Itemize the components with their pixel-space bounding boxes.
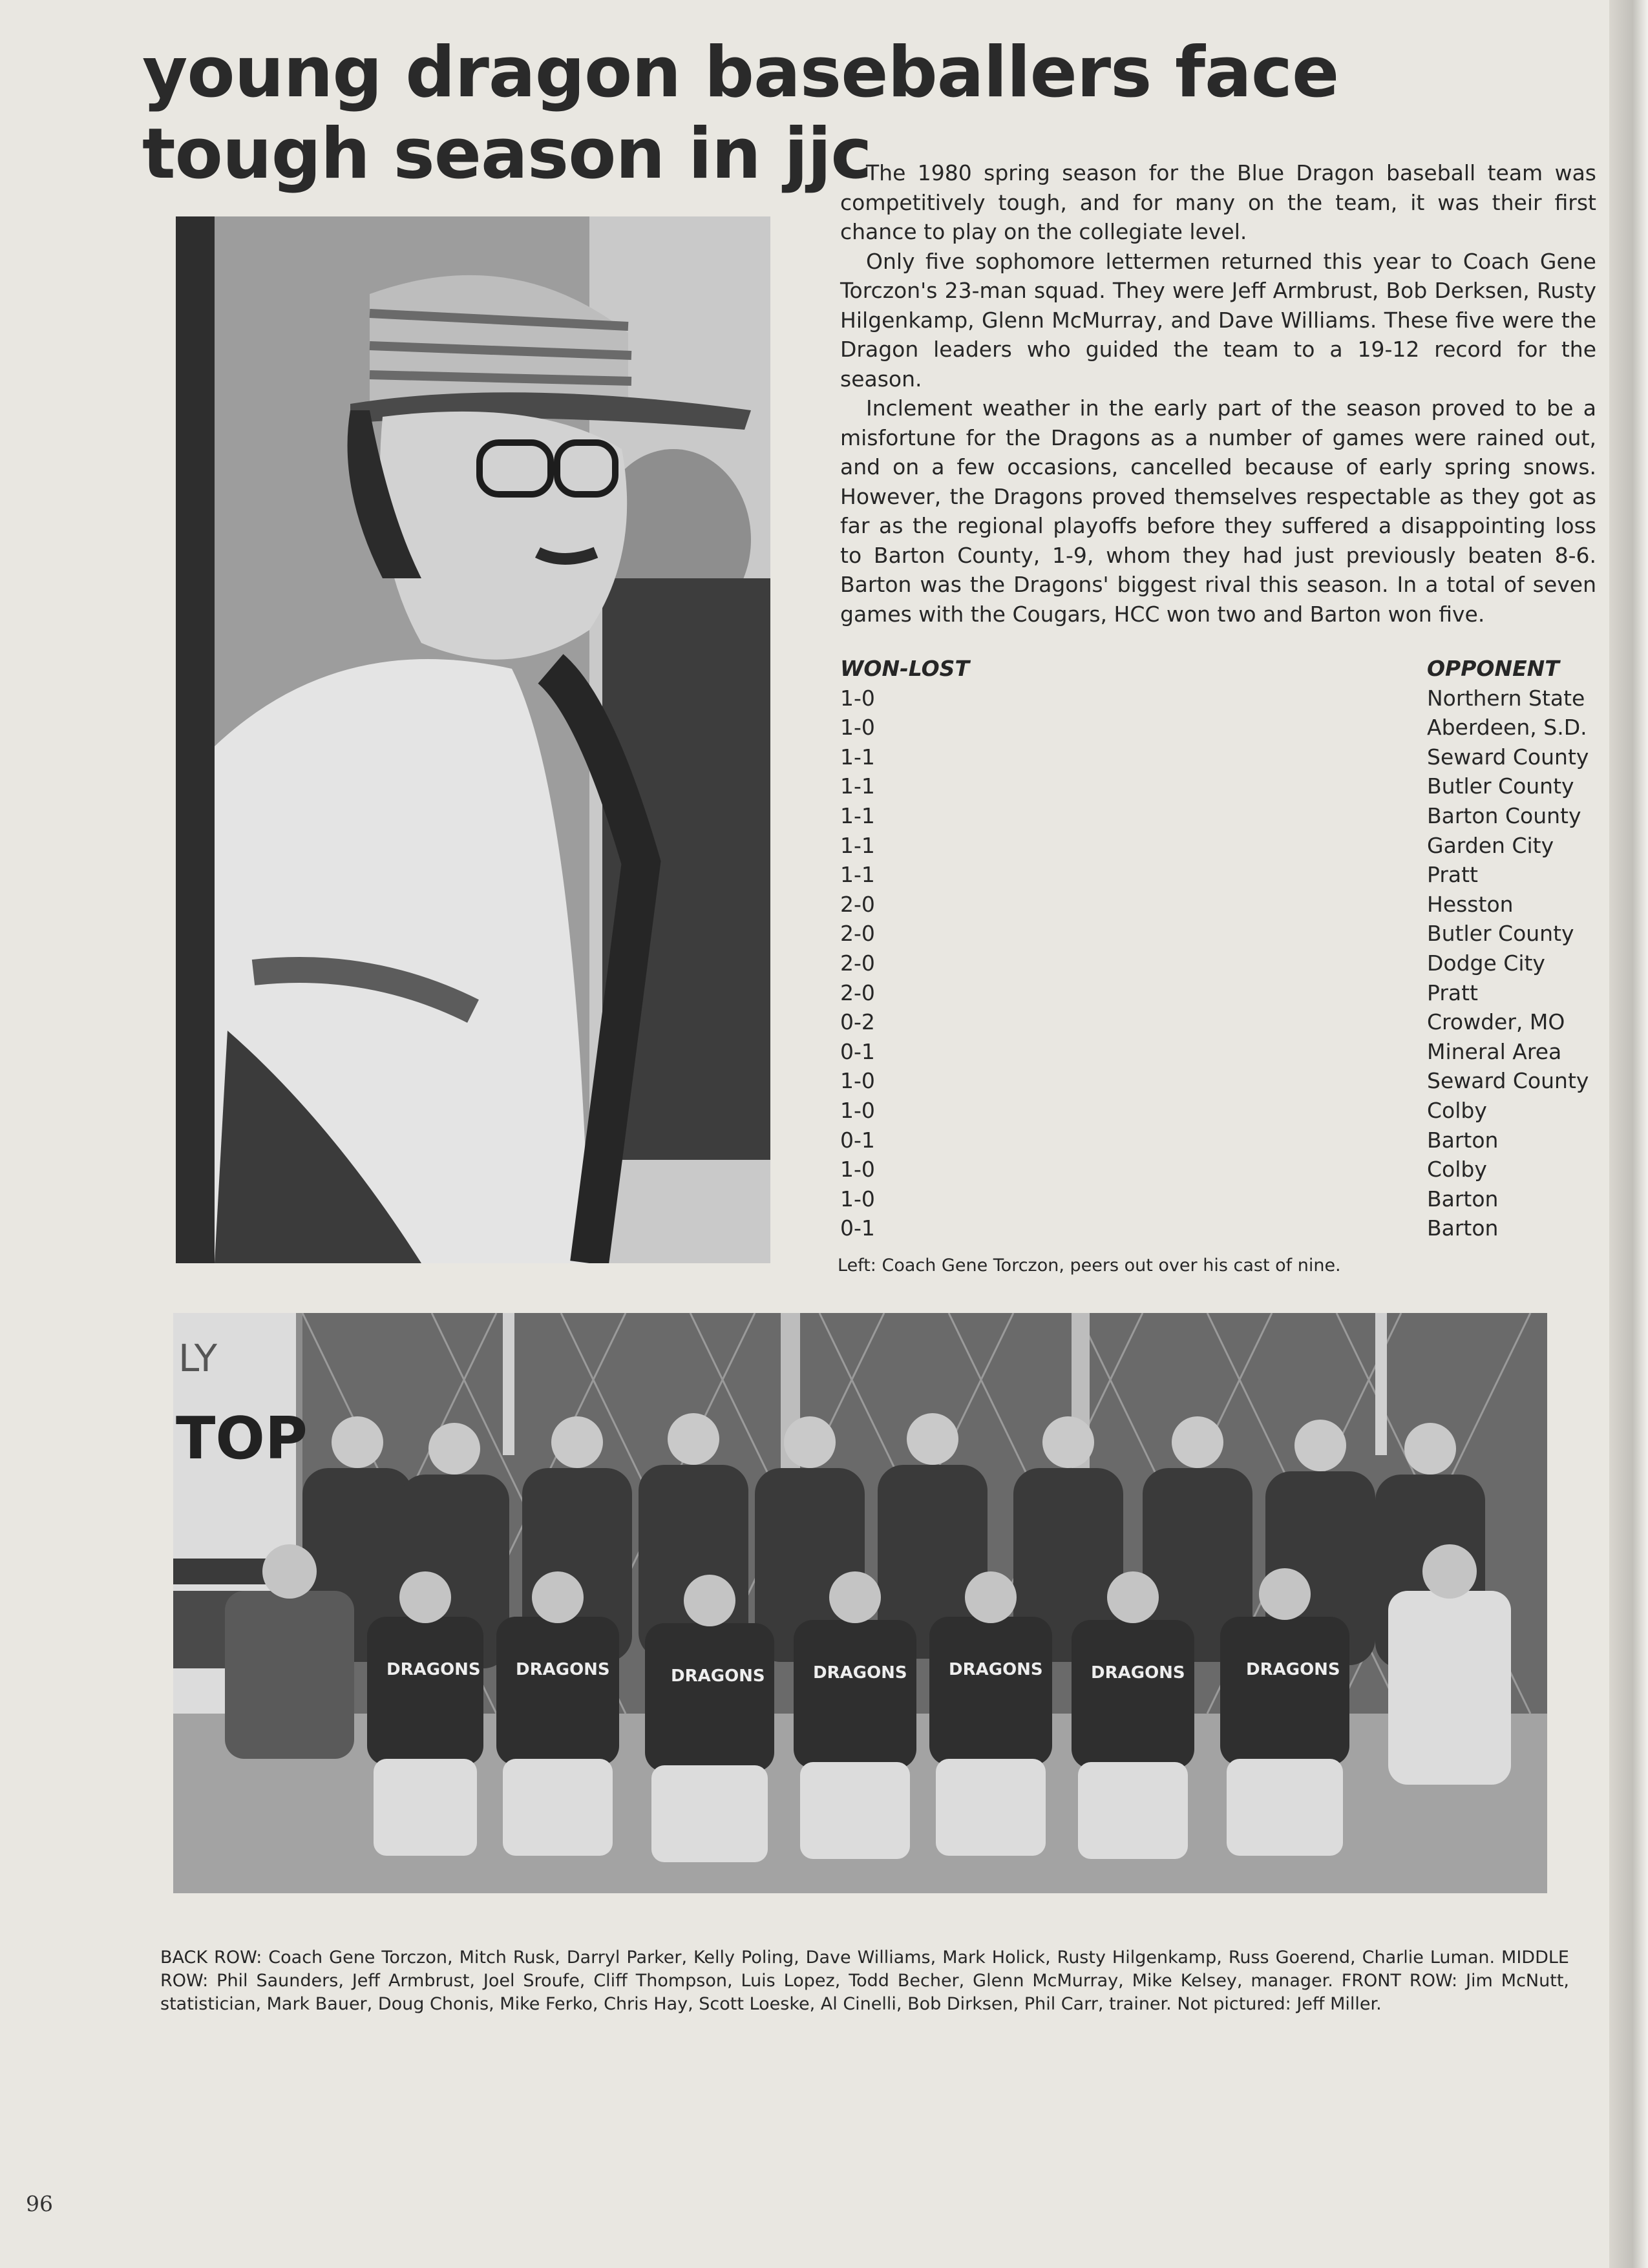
won-lost-cell: 1-0 <box>840 1186 875 1212</box>
page-number: 96 <box>26 2191 53 2216</box>
won-lost-cell: 0-1 <box>840 1127 875 1153</box>
sign-text: LY <box>178 1336 218 1380</box>
jersey-text: DRAGONS <box>671 1666 765 1686</box>
article-body <box>840 158 1596 629</box>
won-lost-cell: 1-1 <box>840 744 875 770</box>
opponent-column <box>1427 654 1601 1243</box>
opponent-cell: Hesston <box>1427 891 1514 917</box>
opponent-header: OPPONENT <box>1427 656 1559 681</box>
opponent-cell: Seward County <box>1427 744 1589 770</box>
won-lost-cell: 1-0 <box>840 1097 875 1123</box>
won-lost-cell: 2-0 <box>840 980 875 1005</box>
won-lost-cell: 2-0 <box>840 891 875 917</box>
article-paragraph: Only five sophomore lettermen returned this year to Coach Gene Torczon's 23-man squad. They were Jeff Armbrust, Bob Derksen, Rusty Hilgenkamp, Glenn McMurray, and Dave Williams. These five were the Dragon leaders who guided the team to a 19-12 record for the season. <box>840 248 1596 392</box>
article-paragraph: The 1980 spring season for the Blue Dragon baseball team was competitively tough, and for many on the team, it was their first chance to play on the collegiate level. <box>840 160 1596 244</box>
jersey-text: DRAGONS <box>813 1663 907 1683</box>
opponent-cell: Aberdeen, S.D. <box>1427 715 1587 740</box>
opponent-cell: Garden City <box>1427 832 1554 858</box>
won-lost-cell: 1-1 <box>840 862 875 888</box>
won-lost-cell: 1-0 <box>840 1157 875 1182</box>
jersey-text: DRAGONS <box>516 1660 610 1679</box>
won-lost-column <box>840 654 1034 1243</box>
opponent-cell: Pratt <box>1427 980 1478 1005</box>
won-lost-cell: 1-1 <box>840 803 875 828</box>
won-lost-cell: 1-0 <box>840 685 875 711</box>
jersey-text: DRAGONS <box>1091 1663 1185 1683</box>
sign-text: TOP <box>176 1405 308 1473</box>
won-lost-header: WON-LOST <box>840 656 969 681</box>
opponent-cell: Pratt <box>1427 862 1478 888</box>
won-lost-cell: 1-0 <box>840 715 875 740</box>
opponent-cell: Colby <box>1427 1097 1487 1123</box>
opponent-cell: Crowder, MO <box>1427 1009 1565 1035</box>
coach-photo-caption: Left: Coach Gene Torczon, peers out over his cast of nine. <box>838 1255 1341 1276</box>
jersey-text: DRAGONS <box>386 1660 481 1679</box>
opponent-cell: Colby <box>1427 1157 1487 1182</box>
jersey-text: DRAGONS <box>949 1660 1043 1679</box>
jersey-text: DRAGONS <box>1246 1660 1340 1679</box>
opponent-cell: Dodge City <box>1427 950 1545 976</box>
opponent-cell: Barton County <box>1427 803 1581 828</box>
opponent-cell: Seward County <box>1427 1068 1589 1094</box>
won-lost-cell: 0-2 <box>840 1009 875 1035</box>
won-lost-cell: 0-1 <box>840 1215 875 1241</box>
opponent-cell: Butler County <box>1427 773 1574 799</box>
won-lost-cell: 1-0 <box>840 1068 875 1094</box>
article-paragraph: Inclement weather in the early part of the season proved to be a misfortune for the Dragons as a number of games were rained out, and on a few occasions, cancelled because of early spring snows. However, the Dragons proved themselves respectable as they got as far as the regional playoffs before they suffered a disappointing loss to Barton County, 1-9, whom they had just previously beaten 8-6. Barton was the Dragons' biggest rival this season. In a total of seven games with the Cougars, HCC won two and Barton won five. <box>840 395 1596 627</box>
won-lost-cell: 0-1 <box>840 1038 875 1064</box>
won-lost-cell: 1-1 <box>840 832 875 858</box>
opponent-cell: Barton <box>1427 1186 1499 1212</box>
won-lost-cell: 2-0 <box>840 921 875 947</box>
opponent-cell: Mineral Area <box>1427 1038 1562 1064</box>
won-lost-cell: 2-0 <box>840 950 875 976</box>
headline: young dragon baseballers face tough season in jjc <box>142 32 1339 194</box>
season-results-table <box>840 654 1596 1248</box>
team-photo <box>173 1313 1547 1893</box>
opponent-cell: Northern State <box>1427 685 1585 711</box>
opponent-cell: Barton <box>1427 1127 1499 1153</box>
coach-photo <box>176 216 770 1263</box>
page-gutter-shadow <box>1609 0 1648 2268</box>
team-photo-caption: BACK ROW: Coach Gene Torczon, Mitch Rusk, Darryl Parker, Kelly Poling, Dave Williams, Mark Holick, Rusty Hilgenkamp, Russ Goerend, Charlie Luman. MIDDLE ROW: Phil Saunders, Jeff Armbrust, Joel Sroufe, Cliff Thompson, Luis Lopez, Todd Becher, Glenn McMurray, Mike Kelsey, manager. FRONT ROW: Jim McNutt, statistician, Mark Bauer, Doug Chonis, Mike Ferko, Chris Hay, Scott Loeske, Al Cinelli, Bob Dirksen, Phil Carr, trainer. Not pictured: Jeff Miller. <box>160 1948 1569 2014</box>
opponent-cell: Butler County <box>1427 921 1574 947</box>
opponent-cell: Barton <box>1427 1215 1499 1241</box>
won-lost-cell: 1-1 <box>840 773 875 799</box>
